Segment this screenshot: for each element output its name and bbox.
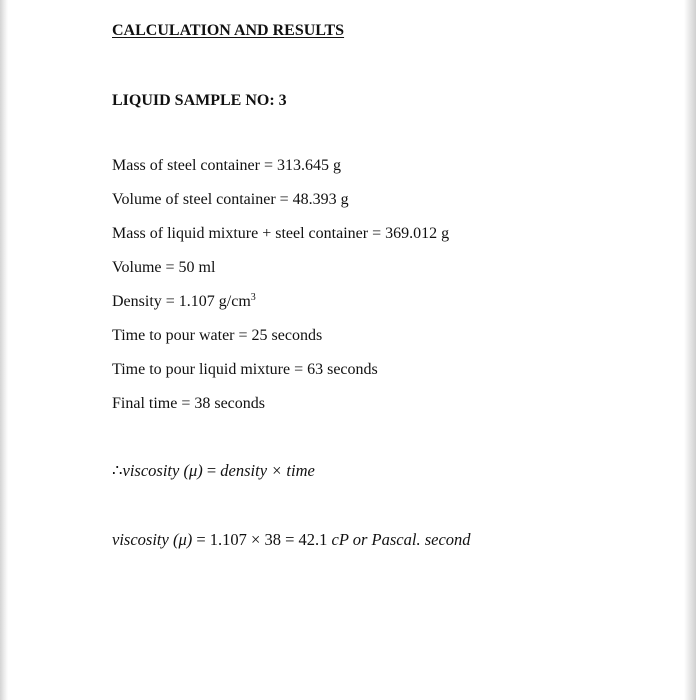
formula-equals: = bbox=[202, 461, 221, 480]
mass-mixture-line: Mass of liquid mixture + steel container = 369.012 g bbox=[112, 225, 450, 242]
final-time-line: Final time = 38 seconds bbox=[112, 395, 266, 412]
result-mu: (μ) bbox=[172, 530, 193, 549]
page-title: CALCULATION AND RESULTS bbox=[112, 22, 345, 39]
page-left-shadow bbox=[0, 0, 8, 700]
result-lhs: viscosity bbox=[112, 530, 169, 549]
density-line bbox=[112, 293, 256, 311]
formula-mu: (μ) bbox=[183, 461, 203, 480]
page-right-shadow bbox=[684, 0, 696, 700]
volume-steel-line: Volume of steel container = 48.393 g bbox=[112, 191, 349, 208]
therefore-symbol: ∴ bbox=[112, 461, 123, 480]
mass-steel-line: Mass of steel container = 313.645 g bbox=[112, 157, 341, 174]
density-exponent: 3 bbox=[250, 292, 256, 303]
formula-lhs: viscosity bbox=[122, 461, 180, 480]
density-text: Density = 1.107 g/cm bbox=[112, 293, 251, 310]
time-mixture-line: Time to pour liquid mixture = 63 seconds bbox=[112, 361, 378, 378]
result-computation: = 1.107 × 38 = 42.1 bbox=[192, 530, 332, 549]
viscosity-formula bbox=[112, 461, 315, 481]
formula-rhs: density × time bbox=[220, 461, 315, 480]
result-unit: cP or Pascal. second bbox=[331, 530, 471, 549]
sample-heading: LIQUID SAMPLE NO: 3 bbox=[112, 92, 287, 109]
volume-line: Volume = 50 ml bbox=[112, 259, 216, 276]
time-water-line: Time to pour water = 25 seconds bbox=[112, 327, 323, 344]
viscosity-result bbox=[112, 530, 471, 550]
